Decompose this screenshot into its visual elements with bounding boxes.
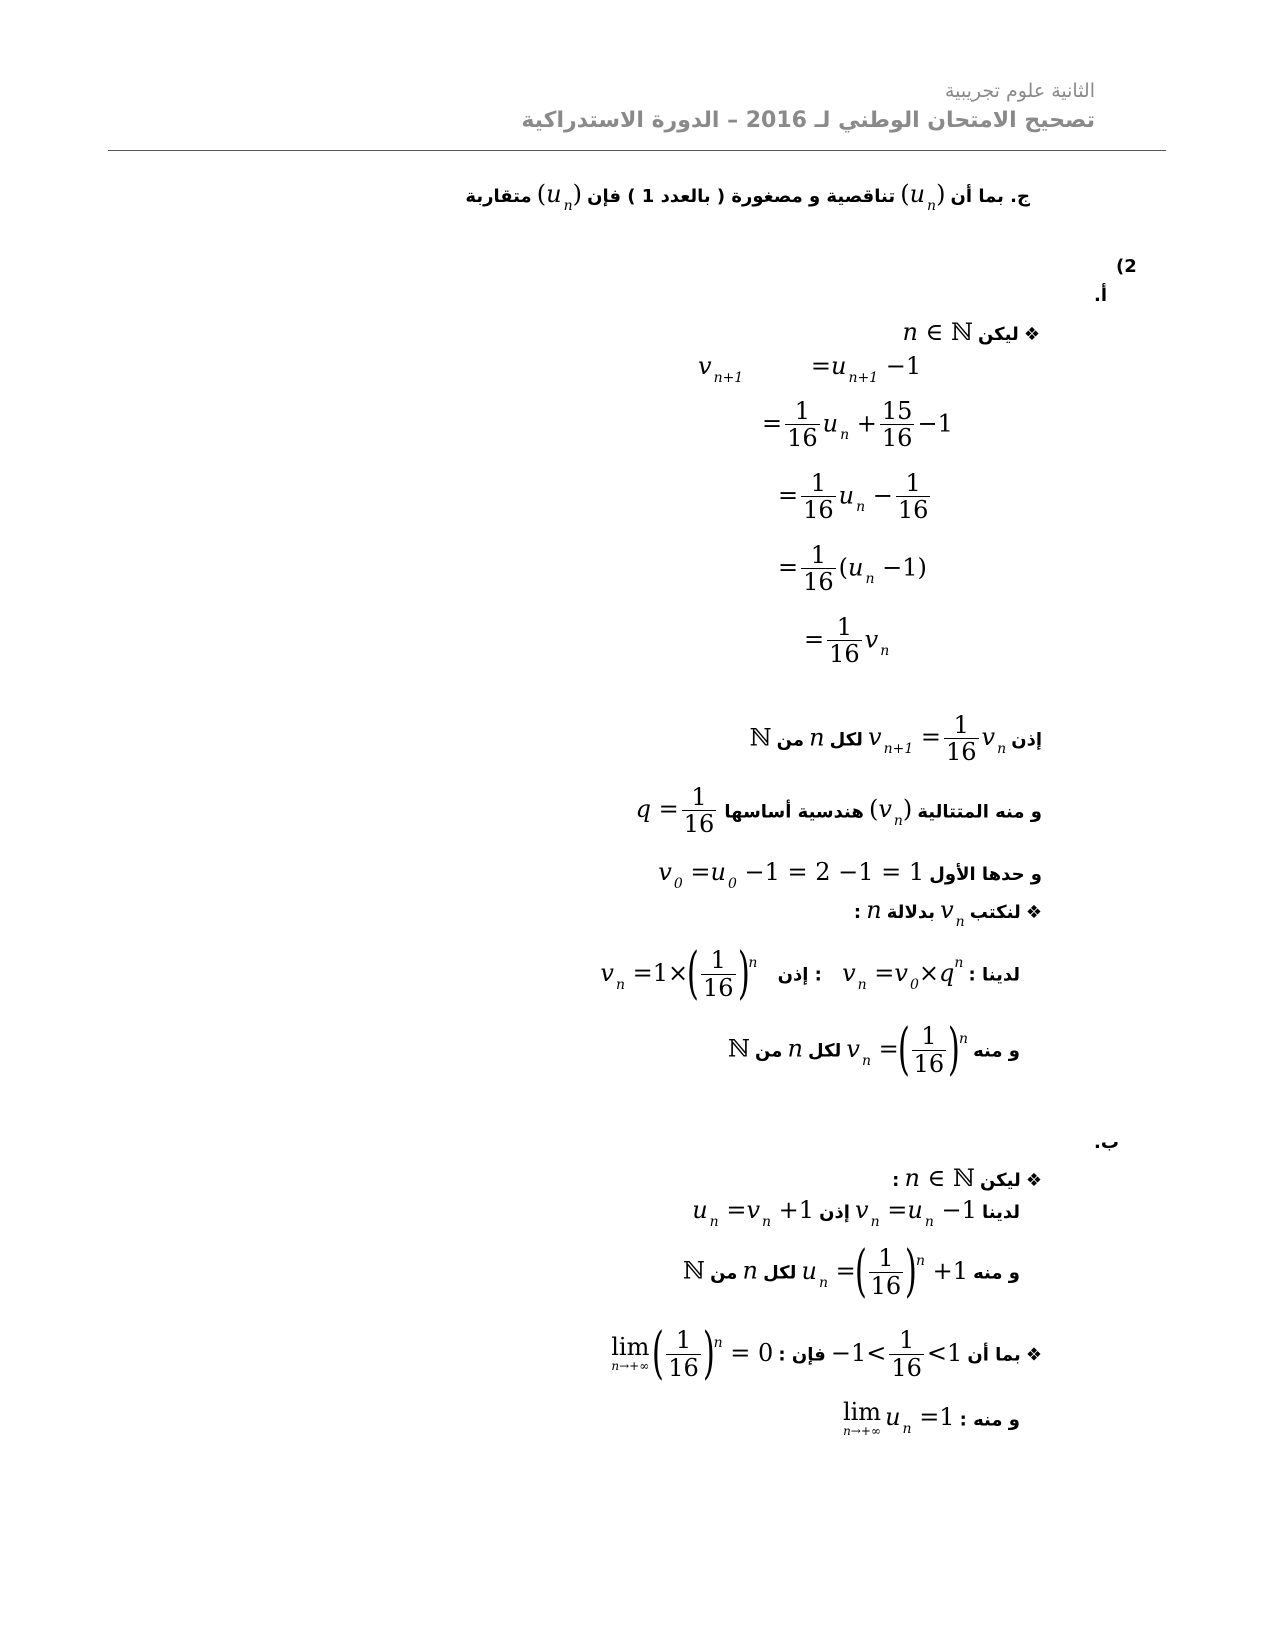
u-n-symbol: (u $_n$) (900, 180, 946, 214)
since-label: بما أن (967, 1344, 1021, 1366)
part-c-suffix: متقاربة (465, 186, 532, 207)
derivation-line-2: = $\frac{1}{16}$ u $_n$ + $\frac{15}{16}$ −1 (762, 397, 953, 453)
first-term-label: و حدها الأول (929, 864, 1042, 885)
let-n-line (902, 318, 1040, 346)
from-label: من (755, 1040, 783, 1062)
q-value: q = $\frac{1}{16}$ (635, 783, 715, 839)
limit-un-formula: lim n→+∞ u $_n$ =1 (842, 1398, 955, 1439)
geo-ratio-label: هندسية أساسها (724, 801, 864, 823)
v-n-symbol: (v $_n$) (868, 795, 913, 830)
naturals-symbol: ℕ (683, 1256, 705, 1285)
un-from-vn-line (692, 1196, 1020, 1230)
derivation-line-1: v $_{n+1}$ =u $_{n+1}$ −1 (698, 352, 922, 386)
hence-geo-label: و منه المتتالية (917, 801, 1042, 823)
ratio-bounds: −1< $\frac{1}{16}$ <1 (830, 1326, 963, 1382)
in-terms-label: بدلالة (886, 902, 935, 923)
bullet-icon: ❖ (1025, 1170, 1042, 1191)
let-label-b: ليكن (979, 1170, 1021, 1191)
derivation-line-4: = $\frac{1}{16}$ (u $_n$ −1) (778, 541, 927, 597)
header-title: تصحيح الامتحان الوطني لـ 2016 – الدورة الاستدراكية (521, 108, 1095, 133)
part-c-line (465, 180, 1030, 214)
geometric-line (636, 784, 1042, 838)
for-all-label: لكل (829, 729, 863, 751)
n-in-N: n ∈ ℕ (902, 318, 973, 346)
then-colon-label: : إذن (777, 964, 822, 986)
n-var: n (866, 896, 882, 924)
vn-explicit-2: v $_n$ =( $\frac{1}{16}$ )$^n$ (846, 1017, 969, 1082)
hence-label-b: و منه (973, 1262, 1020, 1284)
therefore-label: فإن : (778, 1344, 826, 1366)
hence-colon-label: و منه : (959, 1409, 1020, 1431)
limit-geo-formula: lim n→+∞ ( $\frac{1}{16}$ )$^n$ = 0 (611, 1321, 774, 1386)
u-n-symbol: (u $_n$) (536, 180, 582, 214)
sub-question-a: أ. (1094, 285, 1108, 306)
v-n-inline: v $_n$ (940, 896, 965, 930)
we-have-label: لدينا : (968, 964, 1020, 986)
un-vn-relation: u $_n$ =v $_n$ +1 (692, 1196, 815, 1230)
vn-final-line (727, 1017, 1020, 1082)
let-label: ليكن (977, 324, 1019, 345)
first-term-line (658, 858, 1042, 892)
derivation-line-3: = $\frac{1}{16}$ u $_n$ − $\frac{1}{16}$ (778, 469, 929, 525)
un-explicit-line (683, 1239, 1020, 1304)
first-term-formula: v $_0$ =u $_0$ −1 = 2 −1 = 1 (658, 858, 925, 892)
n-var: n (809, 723, 825, 752)
vn-un-relation: v $_n$ =u $_n$ −1 (855, 1196, 977, 1230)
part-c-middle: تناقصية و مصغورة ( بالعدد 1 ) فإن (587, 186, 896, 207)
derivation-line-5: = $\frac{1}{16}$ v $_n$ (804, 613, 890, 669)
header-divider (108, 150, 1166, 151)
limit-geo-line (611, 1321, 1042, 1386)
write-vn-line: ❖ لنكتب v $_n$ بدلالة n : (853, 896, 1042, 930)
part-c-prefix: ج. بما أن (950, 186, 1030, 207)
recurrence-formula: v $_{n+1}$ = $\frac{1}{16}$ v $_n$ (868, 711, 1007, 767)
header-subtitle: الثانية علوم تجريبية (944, 80, 1095, 102)
we-have-label-b: لدينا (981, 1202, 1020, 1223)
bullet-icon: ❖ (1025, 1344, 1042, 1366)
naturals-symbol: ℕ (749, 723, 772, 752)
n-var: n (787, 1034, 803, 1063)
then-recurrence-line (750, 712, 1042, 766)
n-in-N-b: n ∈ ℕ (904, 1164, 975, 1192)
bullet-icon: ❖ (1023, 324, 1040, 345)
bullet-icon: ❖ (1025, 902, 1042, 923)
limit-un-line (843, 1400, 1020, 1438)
question-number: (2 (1116, 256, 1137, 277)
sub-question-b: ب. (1094, 1132, 1119, 1153)
vn-general-line (600, 941, 1020, 1006)
then-label-b: إذن (819, 1202, 850, 1223)
vn-explicit-1: v $_n$ =1×( $\frac{1}{16}$ )$^n$ (600, 941, 758, 1006)
let-n-line-b: ❖ ليكن n ∈ ℕ : (892, 1164, 1042, 1192)
vn-v0-qn: v $_n$ =v $_0\times q^n$ (842, 954, 964, 993)
for-all-label: لكل (808, 1040, 842, 1062)
from-label: من (776, 729, 804, 751)
for-all-label-b: لكل (763, 1262, 797, 1284)
n-var: n (742, 1256, 758, 1285)
naturals-symbol: ℕ (727, 1034, 750, 1063)
write-label: لنكتب (969, 902, 1021, 923)
then-label: إذن (1011, 729, 1042, 751)
un-explicit: u $_n$ =( $\frac{1}{16}$ )$^n$ +1 (801, 1239, 969, 1304)
from-label-b: من (710, 1262, 738, 1284)
hence-label: و منه (973, 1040, 1020, 1062)
